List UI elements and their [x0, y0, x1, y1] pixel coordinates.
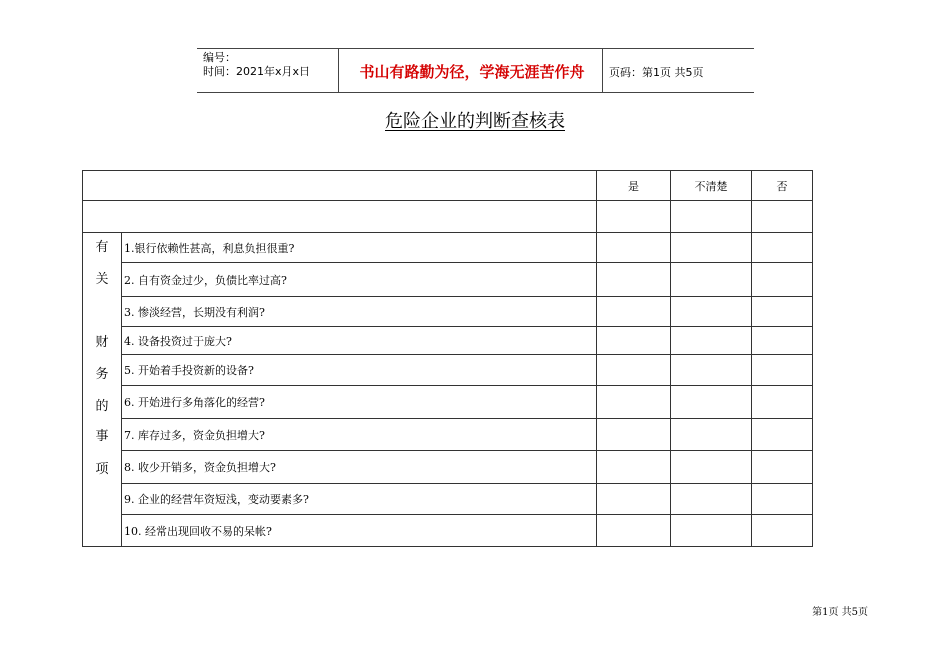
side-label-char: 务: [95, 367, 109, 382]
table-row-item: 10. 经常出现回收不易的呆帐?: [124, 524, 272, 538]
side-label-char: 事: [95, 429, 109, 444]
page-title: 危险企业的判断查核表: [385, 111, 565, 132]
table-row-item: 7. 库存过多，资金负担增大?: [124, 428, 265, 442]
number-label: 编号：: [203, 51, 236, 64]
table-hline: [83, 200, 812, 201]
table-vline: [121, 233, 122, 546]
table-row-item: 8. 收少开销多，资金负担增大?: [124, 461, 276, 474]
table-row-item: 9. 企业的经营年资短浅，变动要素多?: [124, 493, 309, 506]
page-title-wrap: [0, 107, 950, 133]
side-label-char: 项: [95, 462, 109, 477]
column-header-no: 否: [776, 179, 788, 193]
table-row-item: 3. 惨淡经营，长期没有利润?: [124, 305, 265, 319]
table-vline: [596, 171, 597, 546]
check-table: [82, 170, 813, 547]
side-label-char: 的: [95, 399, 109, 414]
side-label-char: 有: [95, 240, 109, 255]
table-row-item: 1.银行依赖性甚高，利息负担很重?: [124, 241, 295, 255]
table-row-item: 4. 设备投资过于庞大?: [124, 334, 232, 348]
header-page-info: 页码：第1页 共5页: [609, 66, 704, 79]
header-meta: [203, 51, 310, 79]
time-label: 时间：2021年x月x日: [203, 65, 311, 78]
table-vline: [670, 171, 671, 546]
table-row-item: 5. 开始着手投资新的设备?: [124, 364, 254, 377]
header-motto: 书山有路勤为径，学海无涯苦作舟: [359, 63, 585, 81]
header-divider: [338, 49, 339, 92]
page-footer: 第1页 共5页: [812, 607, 868, 618]
side-label-char: 关: [95, 272, 109, 287]
table-row-item: 6. 开始进行多角落化的经营?: [124, 396, 265, 409]
side-label-char: 财: [95, 335, 109, 350]
document-header: [197, 48, 754, 93]
column-header-unsure: 不清楚: [694, 179, 728, 193]
table-vline: [751, 171, 752, 546]
column-header-yes: 是: [628, 179, 639, 193]
table-row-item: 2. 自有资金过少，负债比率过高?: [124, 273, 287, 287]
